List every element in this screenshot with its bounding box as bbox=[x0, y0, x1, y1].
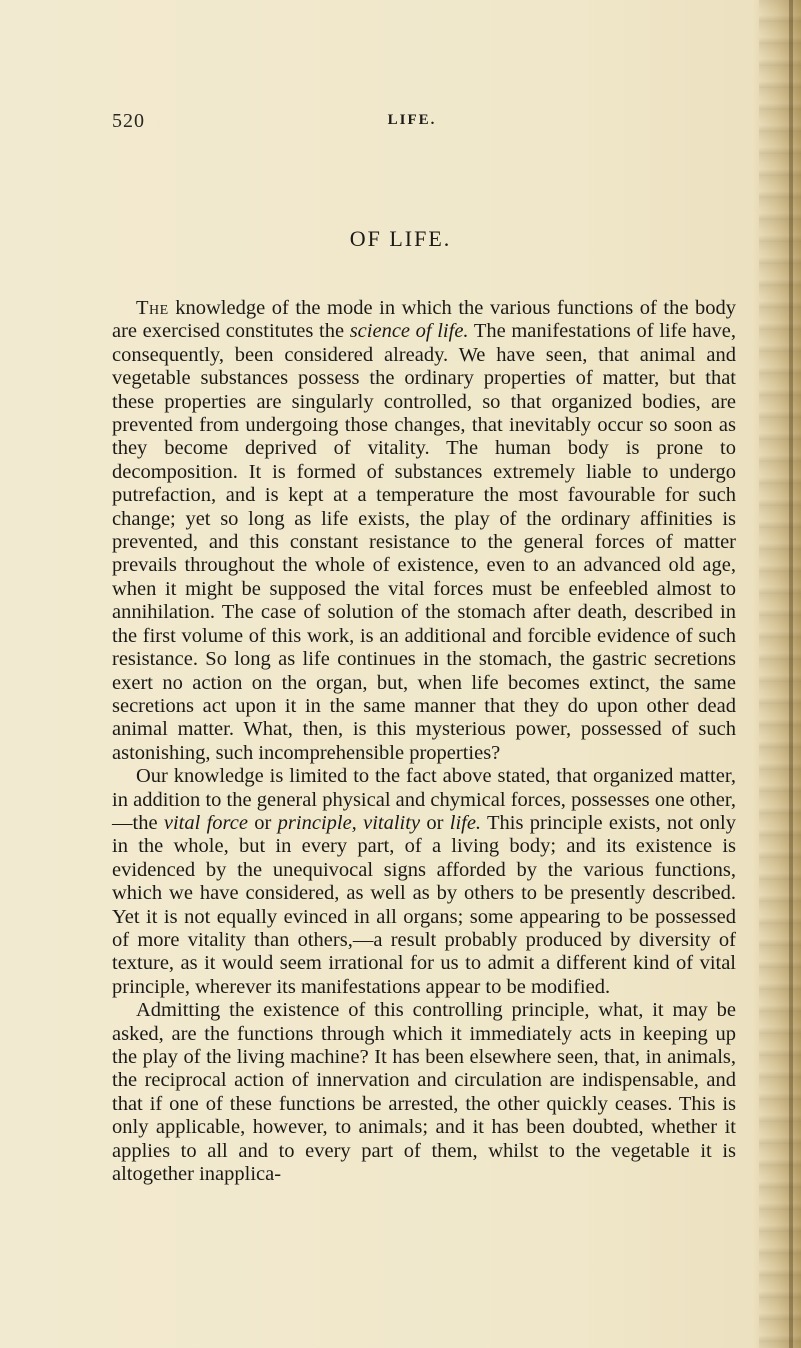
paragraph-2-emphasis-c: life. bbox=[449, 811, 482, 834]
page-number: 520 bbox=[112, 110, 145, 132]
paragraph-2 bbox=[112, 765, 736, 999]
running-head bbox=[112, 110, 712, 136]
page-binding-edge bbox=[759, 0, 801, 1348]
paragraph-1-text-a: knowledge of the mode in which the various functions of the body are exercised constitutes the bbox=[112, 297, 736, 343]
paragraph-2-text-b: This principle exists, not only in the whole, but in every part, of a living body; and its existence is evidenced by the unequivocal signs afforded by the various functions, which we have considered, as well as by others to be presently described. Yet it is not equally evinced in all organs; some appearing to be possessed of more vitality than others,—a result probably produced by diversity of texture, as it would seem irrational for us to admit a different kind of vital principle, wherever its manifestations appear to be modified. bbox=[112, 811, 737, 998]
body-text bbox=[112, 297, 736, 1186]
paragraph-2-emphasis-b: principle, vitality bbox=[277, 811, 421, 834]
paragraph-1-text-b: The manifestations of life have, consequently, been considered already. We have seen, that animal and vegetable substances possess the ordinary properties of matter, but that these properties are singularly controlled, so that organized bodies, are prevented from undergoing those changes, that inevitably occur so soon as they become deprived of vitality. The human body is prone to decomposition. It is formed of substances extremely liable to undergo putrefaction, and is kept at a temperature the most favourable for such change; yet so long as life exists, the play of the ordinary affinities is prevented, and this constant resistance to the general forces of matter prevails throughout the whole of existence, even to an advanced old age, when it might be supposed the vital forces must be enfeebled almost to annihilation. The case of solution of the stomach after death, described in the first volume of this work, is an additional and forcible evidence of such resistance. So long as life continues in the stomach, the gastric secretions exert no action on the organ, but, when life becomes extinct, the same secretions act upon it in the same manner that they do upon other dead animal matter. What, then, is this mysterious power, possessed of such astonishing, such incomprehensible properties? bbox=[112, 320, 737, 764]
chapter-title: OF LIFE. bbox=[349, 226, 452, 251]
paragraph-1-lead: The bbox=[136, 297, 169, 319]
paragraph-1-emphasis: science of life. bbox=[349, 320, 469, 343]
running-title: LIFE. bbox=[387, 112, 437, 128]
paragraph-2-text-a: Our knowledge is limited to the fact above stated, that organized matter, in addition to the general physical and chymical forces, possesses one other,—the bbox=[112, 765, 736, 834]
paragraph-2-joiner-a: or bbox=[247, 811, 278, 834]
paragraph-2-emphasis-a: vital force bbox=[163, 811, 248, 834]
paragraph-1 bbox=[112, 297, 736, 765]
paragraph-3: Admitting the existence of this controlling principle, what, it may be asked, are the functions through which it immediately acts in keeping up the play of the living machine? It has been elsewhere seen, that, in animals, the reciprocal action of innervation and circulation are indispensable, and that if one of these functions be arrested, the other quickly ceases. This is only applicable, however, to animals; and it has been doubted, whether it applies to all and to every part of them, whilst to the vegetable it is altogether inapplica- bbox=[112, 999, 736, 1186]
paragraph-2-joiner-b: or bbox=[420, 811, 450, 834]
